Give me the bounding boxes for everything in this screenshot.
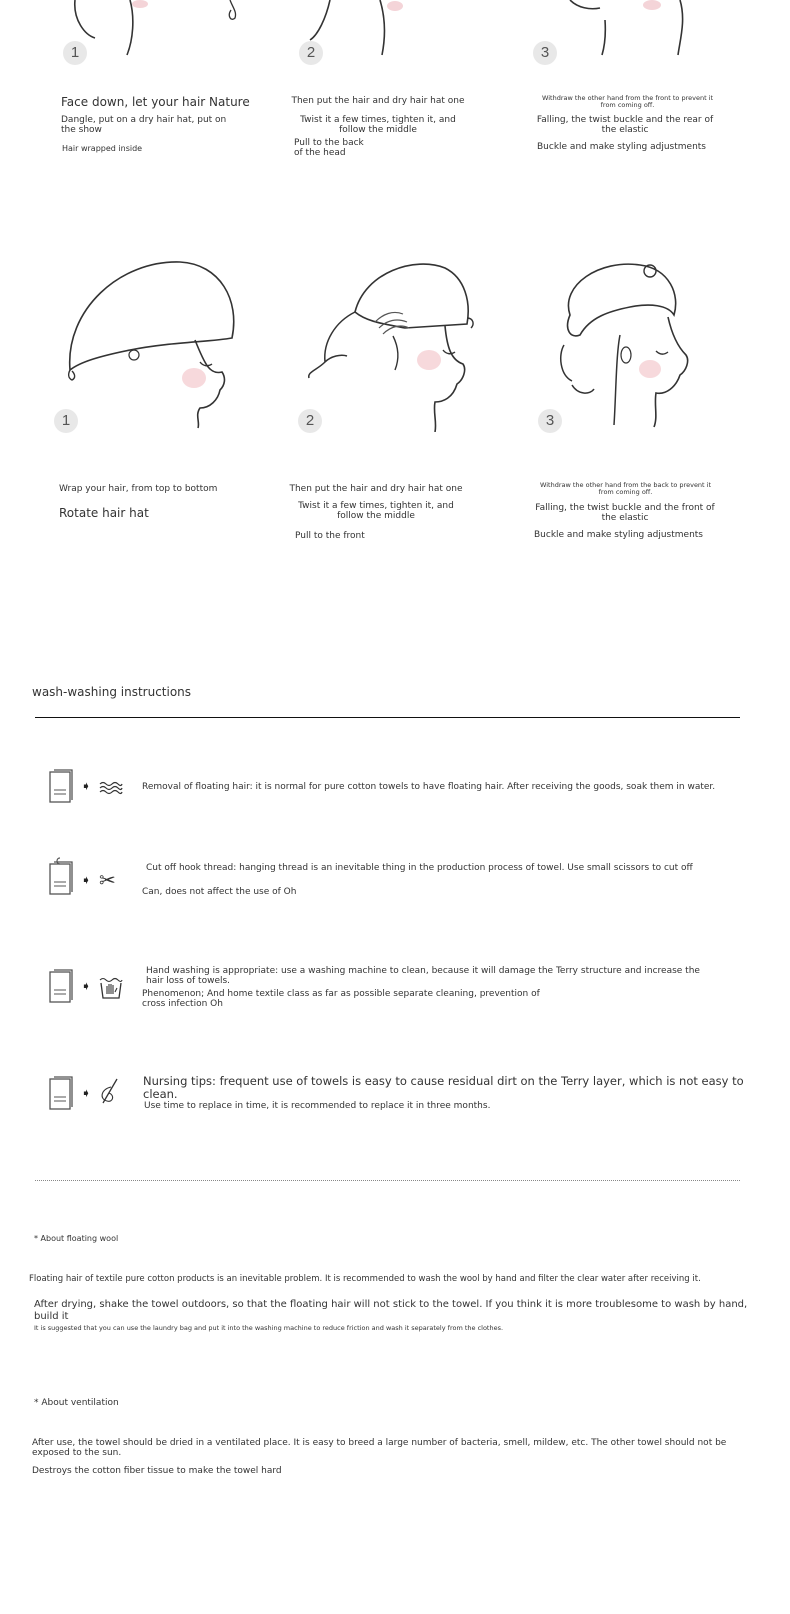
step-caption: Dangle, put on a dry hair hat, put on the show xyxy=(61,115,227,135)
step-number: 3 xyxy=(533,41,557,65)
arrow-right-icon: ➧ xyxy=(81,1086,92,1100)
section-title: wash-washing instructions xyxy=(32,685,192,699)
step-number: 1 xyxy=(54,409,78,433)
towel-icon xyxy=(46,1075,76,1113)
arrow-right-icon: ➧ xyxy=(81,979,92,993)
towel-hanging-icon xyxy=(46,856,76,898)
hair-hat-illustration-2 xyxy=(295,252,495,432)
step-caption: Buckle and make styling adjustments xyxy=(534,530,704,540)
towel-icon xyxy=(46,768,76,806)
about-wool-line: It is suggested that you can use the laundry bag and put it into the washing machine to reduce friction and wash it separately from the clothes. xyxy=(34,1324,504,1332)
wash-item-text: Can, does not affect the use of Oh xyxy=(142,887,297,897)
step-number: 2 xyxy=(299,41,323,65)
arrow-right-icon: ➧ xyxy=(81,779,92,793)
dotted-divider xyxy=(35,1180,740,1181)
hair-hat-illustration-1 xyxy=(60,250,260,430)
about-wool-line: After drying, shake the towel outdoors, so that the floating hair will not stick to the towel. If you think it is more troublesome to wash by hand, build it xyxy=(34,1299,748,1322)
top-illustration-3 xyxy=(560,0,710,60)
wave-water-icon xyxy=(99,780,123,796)
scissors-icon: ✂ xyxy=(99,868,116,892)
hair-hat-illustration-3 xyxy=(550,255,700,435)
step-caption: Twist it a few times, tighten it, and follow the middle xyxy=(298,501,454,521)
section-divider xyxy=(35,717,740,718)
step-caption: Then put the hair and dry hair hat one xyxy=(289,484,463,494)
step-caption: Falling, the twist buckle and the front of the elastic xyxy=(535,503,715,523)
wash-item-text: Phenomenon; And home textile class as far as possible separate cleaning, prevention of cross infection Oh xyxy=(142,989,540,1010)
about-vent-line: After use, the towel should be dried in a ventilated place. It is easy to breed a large number of bacteria, smell, mildew, etc. The other towel should not be exposed to the sun. xyxy=(32,1438,727,1459)
about-vent-line: Destroys the cotton fiber tissue to make the towel hard xyxy=(32,1466,282,1476)
step-caption: Hair wrapped inside xyxy=(62,144,143,153)
wash-item-text: Hand washing is appropriate: use a washing machine to clean, because it will damage the Terry structure and increase the hair loss of towels. xyxy=(146,966,700,987)
about-wool-heading: * About floating wool xyxy=(34,1234,119,1243)
step-caption: Withdraw the other hand from the front to prevent it from coming off. xyxy=(541,94,714,110)
wash-item-text: Use time to replace in time, it is recommended to replace it in three months. xyxy=(144,1101,491,1111)
towel-icon xyxy=(46,968,76,1006)
step-caption: Face down, let your hair Nature xyxy=(61,95,250,109)
hand-wash-icon xyxy=(98,974,124,1000)
step-caption: Twist it a few times, tighten it, and follow the middle xyxy=(300,115,456,135)
step-caption: Then put the hair and dry hair hat one xyxy=(291,96,465,106)
step-caption: Falling, the twist buckle and the rear of the elastic xyxy=(536,115,714,135)
step-caption: Wrap your hair, from top to bottom xyxy=(59,484,218,494)
step-caption: Pull to the back of the head xyxy=(294,138,364,158)
wash-item-text: Nursing tips: frequent use of towels is easy to cause residual dirt on the Terry layer, which is not easy to clean. xyxy=(143,1074,744,1102)
about-wool-line: Floating hair of textile pure cotton products is an inevitable problem. It is recommended to wash the wool by hand and filter the clear water after receiving it. xyxy=(29,1274,701,1284)
wash-item-text: Cut off hook thread: hanging thread is an inevitable thing in the production process of towel. Use small scissors to cut off xyxy=(146,863,693,873)
step-caption: Withdraw the other hand from the back to prevent it from coming off. xyxy=(539,481,712,497)
step-number: 3 xyxy=(538,409,562,433)
wash-item-text: Removal of floating hair: it is normal for pure cotton towels to have floating hair. After receiving the goods, soak them in water. xyxy=(142,782,716,792)
about-vent-heading: * About ventilation xyxy=(34,1398,119,1408)
step-caption: Buckle and make styling adjustments xyxy=(537,142,707,152)
arrow-right-icon: ➧ xyxy=(81,873,92,887)
step-caption: Pull to the front xyxy=(295,531,365,541)
needle-thread-icon xyxy=(97,1077,123,1107)
step-caption: Rotate hair hat xyxy=(59,506,149,520)
step-number: 2 xyxy=(298,409,322,433)
step-number: 1 xyxy=(63,41,87,65)
